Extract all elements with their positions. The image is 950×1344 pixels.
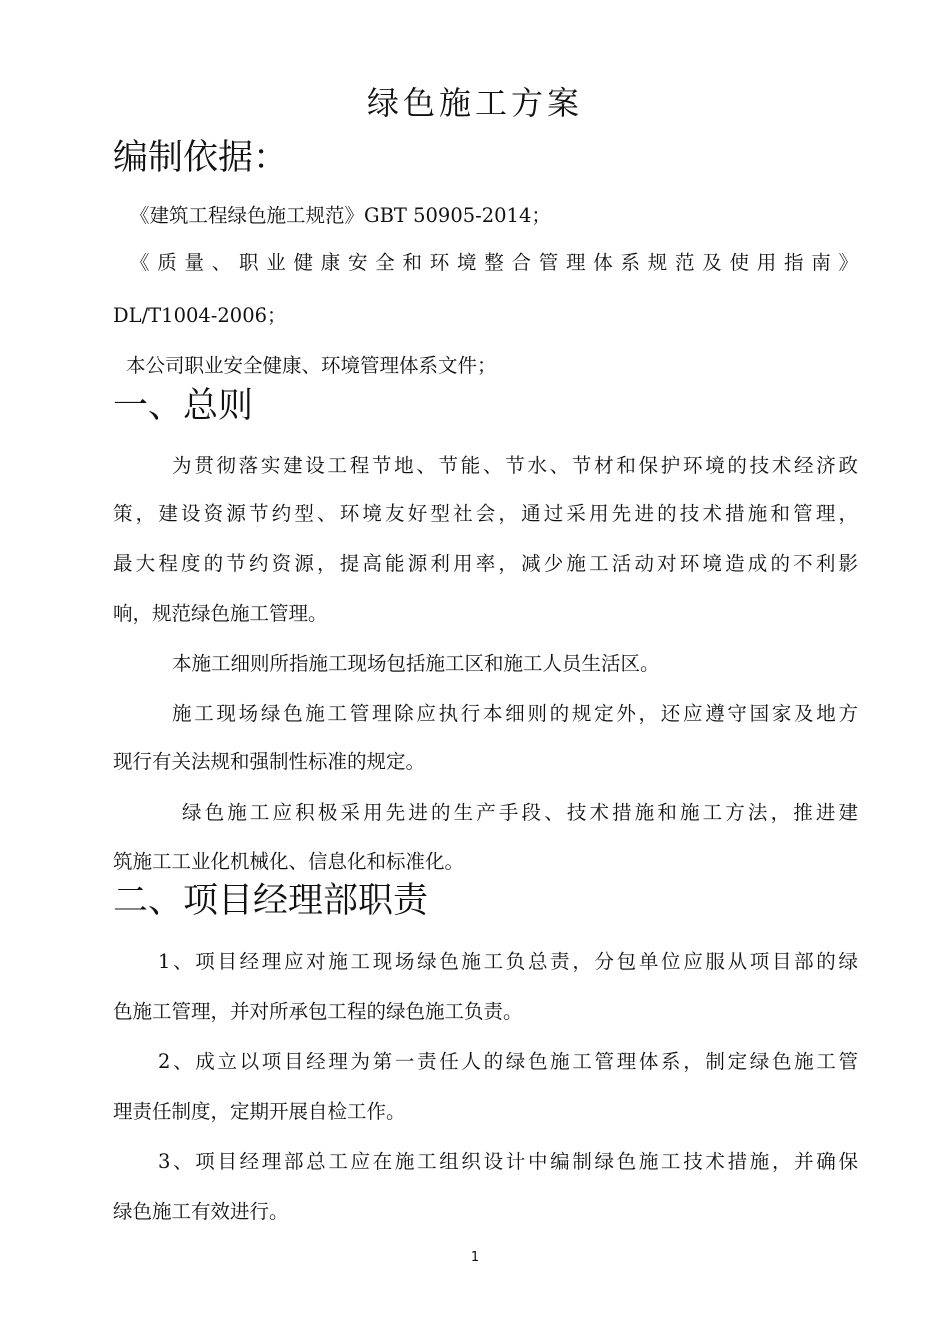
section-1-p1-line-2: 策，建设资源节约型、环境友好型社会，通过采用先进的技术措施和管理，: [113, 502, 858, 525]
section-1-p1-line-4: 响，规范绿色施工管理。: [113, 602, 328, 625]
section-2-p2-line-1: 2、成立以项目经理为第一责任人的绿色施工管理体系，制定绿色施工管: [158, 1050, 858, 1073]
section-1-p4-line-2: 筑施工工业化机械化、信息化和标准化。: [113, 850, 465, 873]
section-2-p2-line-2: 理责任制度，定期开展自检工作。: [113, 1100, 406, 1123]
section-1-p2: 本施工细则所指施工现场包括施工区和施工人员生活区。: [172, 652, 660, 675]
section-1-heading: 一、总则: [113, 386, 254, 426]
page-number: 1: [470, 1250, 480, 1265]
section-1-p4-line-1: 绿色施工应积极采用先进的生产手段、技术措施和施工方法，推进建: [182, 801, 858, 824]
section-2-heading: 二、项目经理部职责: [113, 881, 429, 921]
section-1-p3-line-1: 施工现场绿色施工管理除应执行本细则的规定外，还应遵守国家及地方: [172, 702, 858, 725]
section-2-p1-line-1: 1、项目经理应对施工现场绿色施工负总责，分包单位应服从项目部的绿: [158, 950, 858, 973]
basis-item-1: 《建筑工程绿色施工规范》GBT 50905-2014；: [130, 204, 551, 227]
section-2-p3-line-2: 绿色施工有效进行。: [113, 1200, 289, 1223]
section-1-p3-line-2: 现行有关法规和强制性标准的规定。: [113, 750, 426, 773]
basis-heading: 编制依据：: [113, 138, 289, 178]
section-2-p1-line-2: 色施工管理，并对所承包工程的绿色施工负责。: [113, 1000, 523, 1023]
page-title: 绿色施工方案: [366, 84, 583, 122]
section-1-p1-line-3: 最大程度的节约资源，提高能源利用率，减少施工活动对环境造成的不利影: [113, 552, 858, 575]
section-1-p1-line-1: 为贯彻落实建设工程节地、节能、节水、节材和保护环境的技术经济政: [172, 454, 858, 477]
basis-item-3: 本公司职业安全健康、环境管理体系文件；: [126, 354, 497, 377]
basis-item-2-line-1: 《质量、职业健康安全和环境整合管理体系规范及使用指南》: [130, 251, 858, 274]
section-2-p3-line-1: 3、项目经理部总工应在施工组织设计中编制绿色施工技术措施，并确保: [158, 1150, 858, 1173]
basis-item-2-line-2: DL/T1004-2006；: [113, 304, 287, 327]
